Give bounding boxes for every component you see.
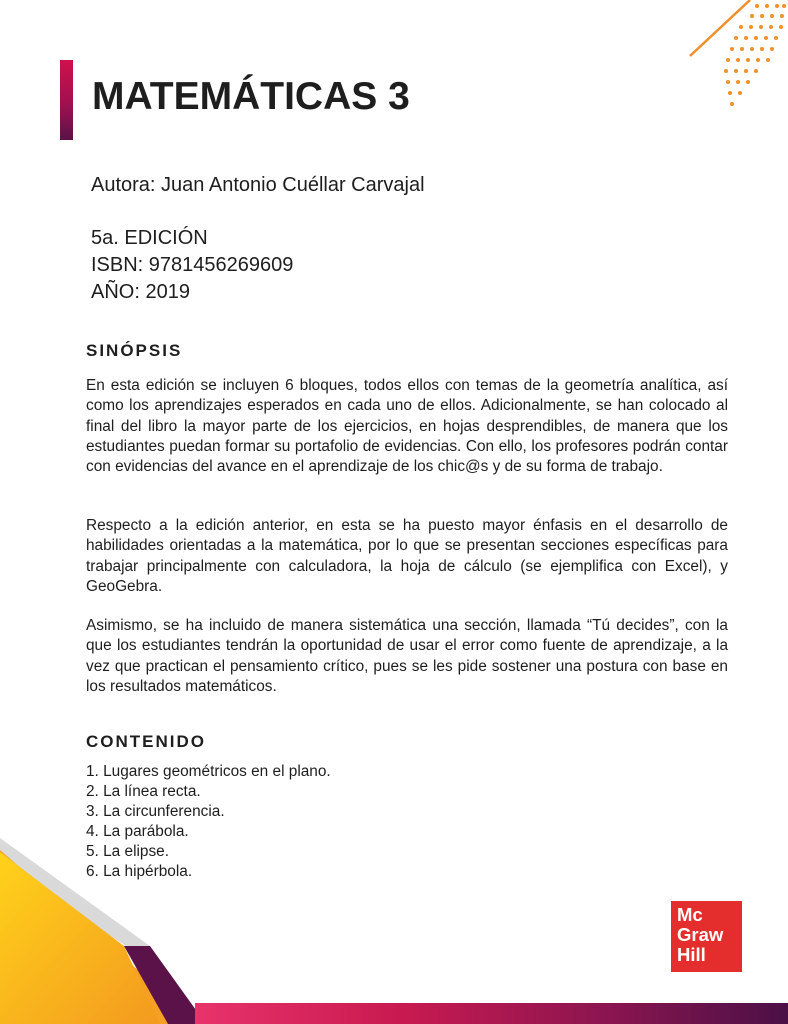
book-isbn: ISBN: 9781456269609 <box>91 254 294 276</box>
synopsis-paragraph-2: Respecto a la edición anterior, en esta se ha puesto mayor énfasis en el desarrollo de habilidades orientadas a la matemática, por lo que se presentan secciones específicas para trabajar principalmente con calculadora, la hoja de cálculo (se ejemplifica con Excel), y GeoGebra. <box>86 517 728 595</box>
contents-item-2: 2. La línea recta. <box>86 783 201 800</box>
bottom-stripes-decoration <box>0 830 788 1024</box>
corner-dots-decoration <box>680 0 788 115</box>
contents-heading: CONTENIDO <box>86 732 206 751</box>
contents-item-1: 1. Lugares geométricos en el plano. <box>86 763 331 780</box>
book-year: AÑO: 2019 <box>91 281 190 303</box>
title-accent-bar <box>60 60 73 140</box>
synopsis-paragraph-3: Asimismo, se ha incluido de manera sistemática una sección, llamada “Tú decides”, con la que los estudiantes tendrán la oportunidad de usar el error como fuente de aprendizaje, a la vez que practican el pensamiento crítico, pues se les pide sostener una postura con base en los resultados matemáticos. <box>86 617 728 695</box>
book-edition: 5a. EDICIÓN <box>91 227 208 249</box>
synopsis-paragraph-1: En esta edición se incluyen 6 bloques, todos ellos con temas de la geometría analítica, así como los aprendizajes esperados en cada uno de ellos. Adicionalmente, se han colocado al final del libro la mayor parte de los ejercicios, en hojas desprendibles, de manera que los estudiantes puedan formar su portafolio de evidencias. Con ello, los profesores podrán contar con evidencias del avance en el aprendizaje de los chic@s y de su forma de trabajo. <box>86 377 728 476</box>
contents-item-3: 3. La circunferencia. <box>86 803 225 820</box>
contents-item-6: 6. La hipérbola. <box>86 863 193 880</box>
logo-line-2: Graw <box>677 924 724 945</box>
logo-line-3: Hill <box>677 944 706 965</box>
logo-line-1: Mc <box>677 904 703 925</box>
contents-item-5: 5. La elipse. <box>86 843 169 860</box>
contents-item-4: 4. La parábola. <box>86 823 189 840</box>
mcgraw-hill-logo <box>671 901 742 972</box>
book-title: MATEMÁTICAS 3 <box>92 75 410 118</box>
synopsis-heading: SINÓPSIS <box>86 341 183 360</box>
book-author: Autora: Juan Antonio Cuéllar Carvajal <box>91 174 425 196</box>
